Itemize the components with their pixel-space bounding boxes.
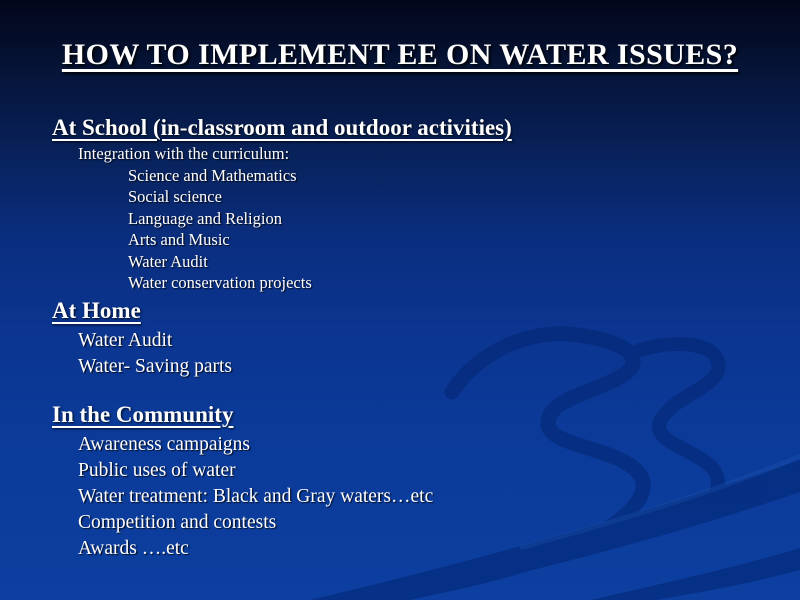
- list-item: Water Audit: [128, 251, 208, 271]
- list-item: Science and Mathematics: [128, 165, 297, 185]
- list-item: Language and Religion: [128, 208, 282, 228]
- slide-title: HOW TO IMPLEMENT EE ON WATER ISSUES?: [61, 38, 739, 71]
- list-item: Awareness campaigns: [78, 433, 251, 455]
- list-item: Public uses of water: [78, 459, 236, 481]
- list-item: Competition and contests: [78, 511, 277, 533]
- list-item: Water Audit: [78, 329, 173, 351]
- section-heading-in-the-community: In the Community: [52, 401, 234, 427]
- list-item: Integration with the curriculum:: [78, 144, 290, 163]
- blank-line: [52, 380, 782, 398]
- list-item: Social science: [128, 187, 222, 206]
- list-item: Arts and Music: [128, 230, 230, 249]
- title-area: [0, 38, 800, 72]
- list-item: Water treatment: Black and Gray waters…etc: [78, 485, 434, 507]
- list-item: Water conservation projects: [128, 273, 312, 292]
- section-heading-at-home: At Home: [52, 297, 141, 323]
- list-item: Awards ….etc: [78, 537, 189, 559]
- section-heading-at-school: At School (in-classroom and outdoor activities): [52, 115, 512, 140]
- list-item: Water- Saving parts: [78, 355, 232, 377]
- slide-body: [52, 113, 782, 562]
